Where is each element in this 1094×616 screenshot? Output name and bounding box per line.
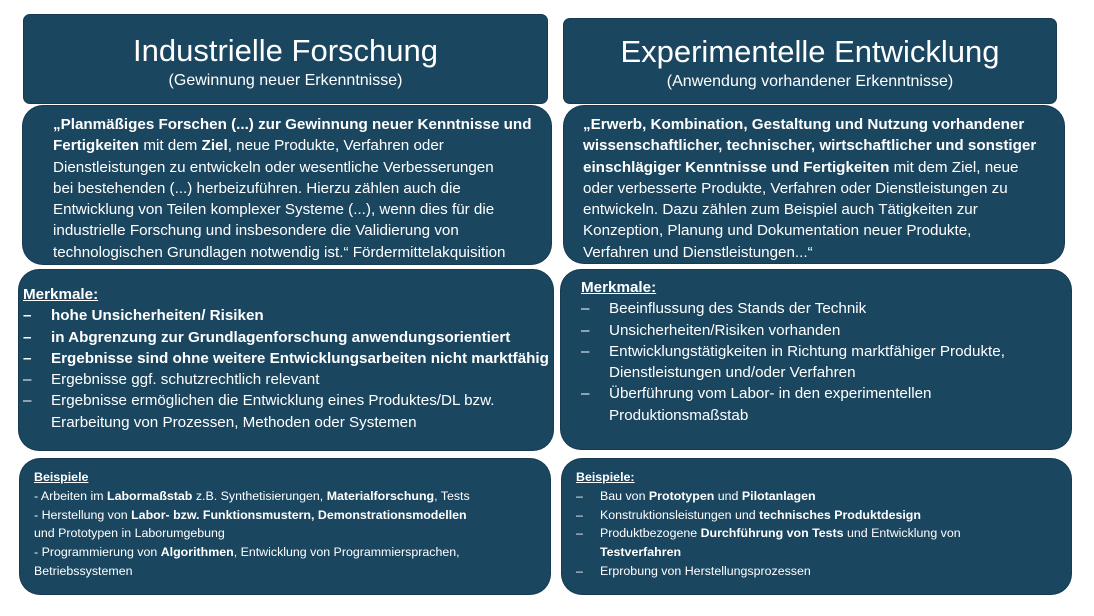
feature-item <box>23 369 553 390</box>
feature-line: – in Abgrenzung zur Grundlagenforschung anwendungsorientiert <box>51 328 511 346</box>
text-segment: Durchführung von Tests <box>700 526 844 541</box>
text-line <box>583 114 1064 135</box>
feature-item <box>581 298 1071 319</box>
text-segment: Verfahren und Dienstleistungen...“ <box>583 243 813 261</box>
text-segment: technologischen Grundlagen notwendig ist.“ Fördermittelakquisition <box>53 243 506 261</box>
left-header-box <box>24 15 547 103</box>
text-segment: und Entwicklung von <box>843 526 961 541</box>
text-segment: und <box>714 488 742 503</box>
right-examples-box <box>562 459 1071 594</box>
right-examples-list <box>576 487 1071 581</box>
feature-line: – Ergebnisse ggf. schutzrechtlich relevant <box>51 371 320 389</box>
feature-line: – Überführung vom Labor- in den experimentellen <box>609 385 932 403</box>
text-segment: Fertigkeiten <box>53 137 140 155</box>
text-line <box>53 242 551 263</box>
right-examples-heading: Beispiele: <box>576 470 635 484</box>
text-segment: Konzeption, Planung und Dokumentation neuer Produkte, <box>583 222 972 240</box>
text-segment: Materialforschung <box>326 488 435 503</box>
text-segment: , Tests <box>434 488 470 503</box>
text-line <box>34 524 550 543</box>
text-segment: mit dem <box>139 137 202 155</box>
text-line <box>53 178 551 199</box>
feature-item <box>581 383 1071 426</box>
text-line <box>53 220 551 241</box>
example-item <box>576 487 1071 506</box>
feature-item <box>23 348 553 369</box>
text-line <box>34 487 550 506</box>
right-definition-box <box>564 106 1064 263</box>
feature-item <box>581 341 1071 384</box>
text-line <box>583 220 1064 241</box>
text-segment: , neue Produkte, Verfahren oder <box>227 137 444 155</box>
text-segment: Betriebssystemen <box>34 563 133 578</box>
text-line <box>53 114 551 135</box>
left-features-box <box>19 270 553 450</box>
left-definition-text <box>53 114 551 263</box>
feature-line: – Ergebnisse ermöglichen die Entwicklung eines Produktes/DL bzw. <box>51 392 495 410</box>
example-item <box>576 562 1071 581</box>
text-segment: „Erwerb, Kombination, Gestaltung und Nutzung vorhandener <box>583 116 1025 133</box>
feature-line: – Beeinflussung des Stands der Technik <box>609 300 867 318</box>
text-segment: Konstruktionsleistungen und <box>600 507 760 522</box>
left-examples-box <box>20 459 550 594</box>
text-segment: Labormaßstab <box>107 488 193 503</box>
text-line <box>583 242 1064 263</box>
text-line <box>583 199 1064 220</box>
example-line <box>600 506 1071 525</box>
text-segment: Algorithmen <box>160 545 234 560</box>
feature-line: Produktionsmaßstab <box>609 406 749 424</box>
text-segment: Ziel <box>201 137 228 155</box>
text-line <box>583 157 1064 178</box>
text-line <box>34 562 550 581</box>
text-segment: und Prototypen in Laborumgebung <box>34 526 225 541</box>
example-item <box>576 524 1071 562</box>
example-line <box>600 543 1071 562</box>
feature-line: – Unsicherheiten/Risiken vorhanden <box>609 321 841 339</box>
feature-line: – Entwicklungstätigkeiten in Richtung marktfähiger Produkte, <box>609 342 1005 360</box>
left-examples-heading: Beispiele <box>34 470 89 484</box>
text-segment: Erprobung von Herstellungsprozessen <box>600 563 811 578</box>
text-line <box>53 135 551 156</box>
feature-line: – hohe Unsicherheiten/ Risiken <box>51 307 264 325</box>
text-segment: - Arbeiten im <box>34 488 107 503</box>
text-segment: z.B. Synthetisierungen, <box>192 488 327 503</box>
text-line <box>34 543 550 562</box>
text-segment: Prototypen <box>648 488 715 503</box>
feature-line: Dienstleistungen und/oder Verfahren <box>609 364 856 382</box>
text-segment: technisches Produktdesign <box>759 507 921 522</box>
text-segment: Labor- bzw. Funktionsmustern, Demonstrationsmodellen <box>131 507 467 522</box>
example-line <box>600 487 1071 506</box>
feature-line: Erarbeitung von Prozessen, Methoden oder Systemen <box>51 413 417 431</box>
text-segment: Produktbezogene <box>600 526 701 541</box>
right-features-heading: Merkmale: <box>581 279 657 296</box>
text-segment: bei bestehenden (...) herbeizuführen. Hierzu zählen auch die <box>53 179 461 197</box>
text-segment: Testverfahren <box>600 545 682 560</box>
text-segment: Bau von <box>600 488 649 503</box>
text-line <box>34 506 550 525</box>
feature-item <box>581 320 1071 341</box>
text-line <box>583 135 1064 156</box>
text-line <box>53 199 551 220</box>
left-definition-box <box>23 106 551 264</box>
right-features-list <box>581 298 1071 426</box>
left-features-heading: Merkmale: <box>23 286 99 303</box>
feature-item <box>23 390 553 433</box>
text-segment: „Planmäßiges Forschen (...) zur Gewinnung neuer Kenntnisse und <box>53 116 532 133</box>
text-segment: Entwicklung von Teilen komplexer Systeme (...), wenn dies für die <box>53 201 495 219</box>
right-features-box <box>561 270 1071 449</box>
feature-item <box>23 327 553 348</box>
text-segment: einschlägiger Kenntnisse und Fertigkeiten <box>583 158 890 176</box>
text-segment: mit dem Ziel, neue <box>889 158 1019 176</box>
text-segment: Dienstleistungen zu entwickeln oder wesentliche Verbesserungen <box>53 158 494 176</box>
feature-line: – Ergebnisse sind ohne weitere Entwicklungsarbeiten nicht marktfähig <box>51 349 549 367</box>
example-item <box>576 506 1071 525</box>
text-segment: - Programmierung von <box>34 545 161 560</box>
text-segment: industrielle Forschung und insbesondere die Validierung von <box>53 222 459 240</box>
right-subtitle: (Anwendung vorhandener Erkenntnisse) <box>666 73 954 90</box>
text-segment: oder verbesserte Produkte, Verfahren oder Dienstleistungen zu <box>583 179 1008 197</box>
example-line <box>600 524 1071 543</box>
right-title: Experimentelle Entwicklung <box>620 34 1000 69</box>
text-line <box>53 157 551 178</box>
text-segment: , Entwicklung von Programmiersprachen, <box>233 545 460 560</box>
text-line <box>583 178 1064 199</box>
left-examples-text <box>34 487 550 581</box>
feature-item <box>23 305 553 326</box>
text-segment: Pilotanlagen <box>741 488 816 503</box>
left-title: Industrielle Forschung <box>133 33 438 68</box>
text-segment: - Herstellung von <box>34 507 132 522</box>
left-features-list <box>23 305 553 433</box>
left-subtitle: (Gewinnung neuer Erkenntnisse) <box>168 72 403 89</box>
text-segment: entwickeln. Dazu zählen zum Beispiel auch Tätigkeiten zur <box>583 201 978 219</box>
text-segment: wissenschaftlicher, technischer, wirtschaftlicher und sonstiger <box>583 137 1037 155</box>
right-header-box <box>564 19 1056 103</box>
right-definition-text <box>583 114 1064 263</box>
example-line <box>600 562 1071 581</box>
